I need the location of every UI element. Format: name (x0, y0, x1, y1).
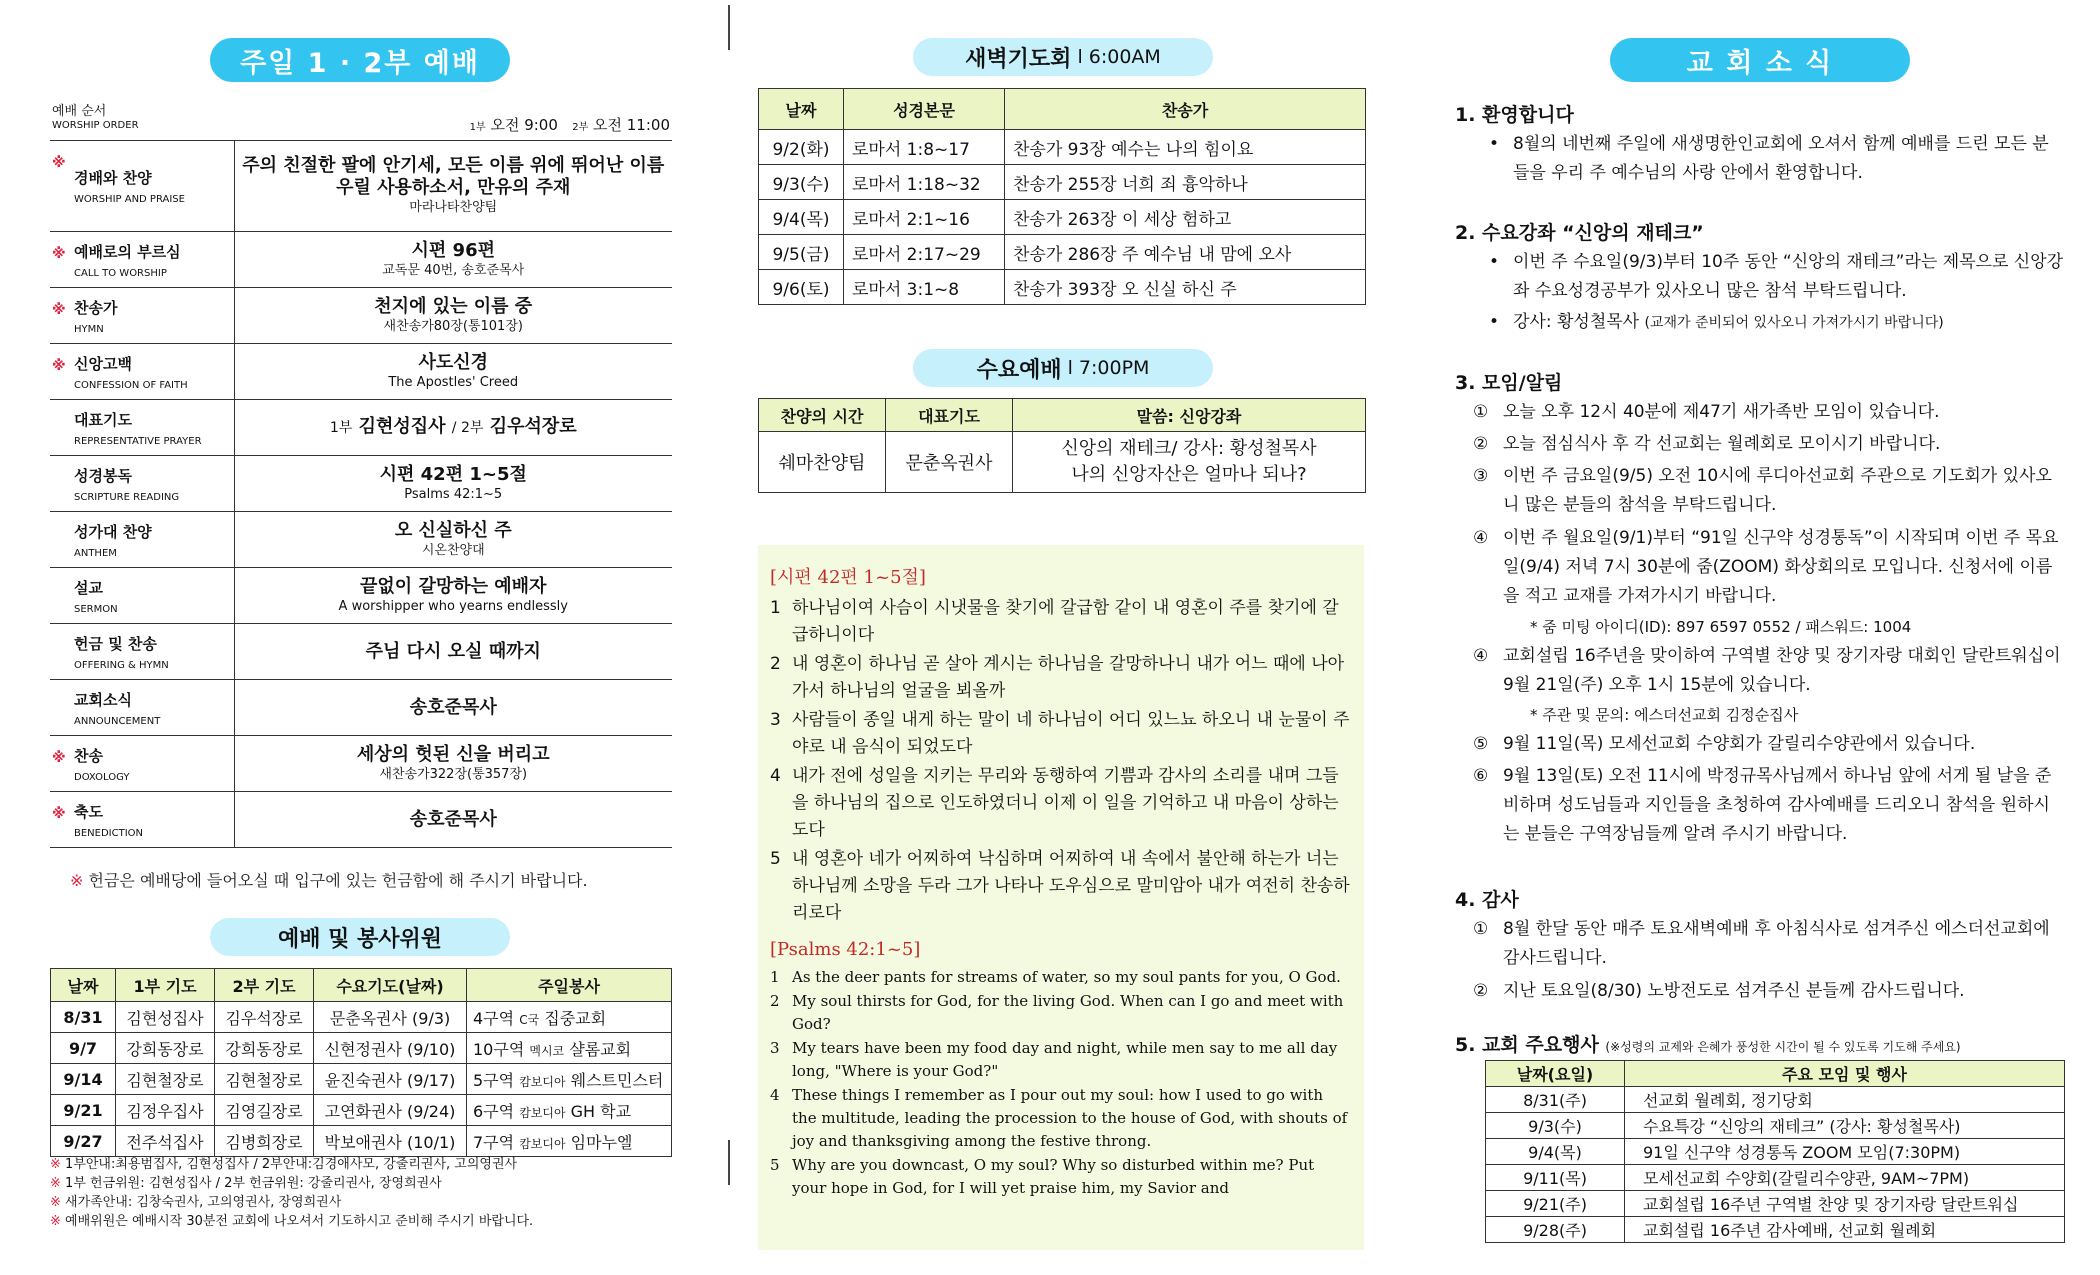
dawn-text: 로마서 2:1~16 (844, 200, 1005, 235)
section-welcome: 1. 환영합니다 (1455, 104, 1574, 126)
col-header: 찬송가 (1005, 89, 1366, 130)
col-header: 날짜 (759, 89, 844, 130)
dawn-hymn: 찬송가 93장 예수는 나의 힘이요 (1005, 130, 1366, 165)
ko-verse (770, 707, 1352, 761)
event-date: 9/3(수) (1486, 1113, 1625, 1139)
dawn-date: 9/5(금) (759, 235, 844, 270)
notice-mark: ④ (1473, 528, 1489, 548)
event-name: 교회설립 16주년 구역별 찬양 및 장기자랑 달란트워십 (1625, 1191, 2065, 1217)
committee-service (467, 1002, 672, 1033)
order-row (50, 512, 672, 568)
dawn-text: 로마서 1:8~17 (844, 130, 1005, 165)
verse-text: My soul thirsts for God, for the living God. When can I go and meet with God? (792, 992, 1344, 1033)
note-line: ※ 1부안내:최용범집사, 김현성집사 / 2부안내:김경애사모, 강줄리권사, 고의영권사 (50, 1157, 518, 1172)
order-row (50, 624, 672, 680)
dawn-prayer-table (758, 88, 1366, 305)
committee-cell: 김현성집사 (116, 1002, 215, 1033)
en-verse (770, 1154, 1352, 1200)
verse-number: 3 (770, 1039, 780, 1057)
order-sub: Psalms 42:1~5 (404, 486, 503, 502)
order-row (50, 232, 672, 288)
verse-number: 5 (770, 849, 781, 869)
dawn-row (759, 200, 1366, 235)
notice-mark: ① (1473, 402, 1489, 422)
committee-cell: 박보애권사 (10/1) (314, 1126, 467, 1157)
col-header: 수요기도(날짜) (314, 969, 467, 1002)
notice-text: 9월 11일(목) 모세선교회 수양회가 갈릴리수양관에서 있습니다. (1503, 734, 1976, 754)
order-label-en: REPRESENTATIVE PRAYER (74, 435, 202, 447)
left-column (50, 0, 680, 1275)
star-mark: ※ (52, 806, 66, 822)
order-label: 찬송가 (74, 298, 118, 317)
order-row (50, 736, 672, 792)
order-row (50, 288, 672, 344)
wed-row (759, 432, 1366, 493)
dawn-text: 로마서 1:18~32 (844, 165, 1005, 200)
events-table (1485, 1060, 2065, 1243)
order-label-en: BENEDICTION (74, 827, 144, 839)
committee-service (467, 1033, 672, 1064)
thanks-text: 8월 한달 동안 매주 토요새벽예배 후 아침식사로 섬겨주신 에스더선교회에 감사드립니다. (1503, 919, 2050, 968)
verse-number: 1 (770, 598, 781, 618)
events-note: (※성령의 교제와 은혜가 풍성한 시간이 될 수 있도록 기도해 주세요) (1605, 1040, 1961, 1054)
event-name: 교회설립 16주년 감사예배, 선교회 월례회 (1625, 1217, 2065, 1243)
dawn-hymn: 찬송가 263장 이 세상 험하고 (1005, 200, 1366, 235)
worship-order-ko: 예배 순서 (52, 104, 107, 119)
col-header: 대표기도 (886, 399, 1013, 432)
service-title: 주일 1 · 2부 예배 (210, 38, 510, 82)
star-mark: ※ (52, 358, 66, 374)
committee-cell: 전주석집사 (116, 1126, 215, 1157)
committee-cell: 9/21 (51, 1095, 116, 1126)
committee-service (467, 1095, 672, 1126)
committee-cell: 김현철장로 (116, 1064, 215, 1095)
order-row (50, 680, 672, 736)
order-row (50, 792, 672, 848)
order-value: 끝없이 갈망하는 예배자 (360, 575, 547, 597)
order-row (50, 141, 672, 232)
dawn-text: 로마서 3:1~8 (844, 270, 1005, 305)
notice-item (1473, 730, 2063, 759)
note-text: 1부안내:최용범집사, 김현성집사 / 2부안내:김경애사모, 강줄리권사, 고의영권사 (65, 1157, 518, 1172)
events-header-row (1486, 1061, 2065, 1087)
verse-number: 1 (770, 968, 780, 986)
worship-order-table (50, 140, 672, 848)
verse-number: 2 (770, 992, 780, 1010)
committee-cell: 윤진숙권사 (9/17) (314, 1064, 467, 1095)
committee-title: 예배 및 봉사위원 (210, 918, 510, 956)
lecture-speaker: • 강사: 황성철목사 (교재가 준비되어 있사오니 가져가시기 바랍니다) (1489, 312, 1944, 332)
order-row (50, 568, 672, 624)
thanks-item (1473, 977, 2063, 1006)
contact-note: * 주관 및 문의: 에스더선교회 김정순집사 (1530, 706, 1799, 724)
column-divider-top (728, 5, 730, 50)
order-label-en: OFFERING & HYMN (74, 659, 169, 671)
en-verse (770, 1084, 1352, 1153)
service-group: 10구역 (473, 1039, 525, 1059)
committee-cell: 강희동장로 (215, 1033, 314, 1064)
service-country: C국 (519, 1012, 540, 1027)
event-row (1486, 1087, 2065, 1113)
notice-item (1473, 642, 2063, 700)
committee-cell: 강희동장로 (116, 1033, 215, 1064)
dawn-hymn: 찬송가 255장 너희 죄 흉악하나 (1005, 165, 1366, 200)
events-title: 5. 교회 주요행사 (1455, 1034, 1599, 1056)
en-verse (770, 1037, 1352, 1083)
dawn-date: 9/2(화) (759, 130, 844, 165)
speaker-note: (교재가 준비되어 있사오니 가져가시기 바랍니다) (1644, 315, 1944, 331)
scripture-ko-title: [시편 42편 1~5절] (770, 567, 926, 588)
note-mark: ※ (70, 871, 84, 890)
prayer-name2: 김우석장로 (489, 416, 577, 437)
notice-item (1473, 462, 2063, 520)
order-sub: 마라나타찬양팀 (409, 200, 498, 215)
order-label-en: DOXOLOGY (74, 771, 130, 783)
wed-title: 수요예배 (976, 357, 1062, 383)
committee-row (51, 1126, 672, 1157)
notice-mark: ④ (1473, 646, 1489, 666)
dawn-header-row (759, 89, 1366, 130)
star-mark: ※ (52, 750, 66, 766)
event-name: 수요특강 “신앙의 재테크” (강사: 황성철목사) (1625, 1113, 2065, 1139)
committee-row (51, 1033, 672, 1064)
order-label-en: HYMN (74, 323, 104, 335)
col-header: 말씀: 신앙강좌 (1013, 399, 1366, 432)
event-row (1486, 1139, 2065, 1165)
wed-time: l 7:00PM (1067, 357, 1150, 379)
verse-text: 내가 전에 성일을 지키는 무리와 동행하여 기쁨과 감사의 소리를 내며 그들을 하나님의 집으로 인도하였더니 이제 이 일을 기억하고 내 마음이 상하는도다 (792, 766, 1339, 840)
order-value: 세상의 헛된 신을 버리고 (356, 743, 550, 765)
verse-text: 하나님이여 사슴이 시냇물을 찾기에 갈급함 같이 내 영혼이 주를 찾기에 갈급하니이다 (792, 598, 1339, 645)
service-church: GH 학교 (570, 1101, 632, 1121)
service-church: 집중교회 (544, 1008, 607, 1028)
event-date: 9/4(목) (1486, 1139, 1625, 1165)
verse-number: 4 (770, 1086, 780, 1104)
notice-text: 오늘 오후 12시 40분에 제47기 새가족반 모임이 있습니다. (1503, 402, 1940, 422)
notice-mark: ② (1473, 434, 1489, 454)
service-group: 7구역 (473, 1132, 515, 1152)
wed-sermon (1013, 432, 1366, 493)
notice-text: 이번 주 월요일(9/1)부터 “91일 신구약 성경통독”이 시작되며 이번 주 목요일(9/4) 저녁 7시 30분에 줌(ZOOM) 화상회의로 모입니다. 신청서에 이름을 적고 교재를 가져가시기 바랍니다. (1503, 528, 2059, 606)
wed-prayer: 문춘옥권사 (886, 432, 1013, 493)
lecture-item: • 이번 주 수요일(9/3)부터 10주 동안 “신앙의 재테크”라는 제목으로 신앙강좌 수요성경공부가 있사오니 많은 참석 부탁드립니다. (1489, 248, 2064, 306)
prayer-part2: / 2부 (451, 420, 484, 436)
dawn-row (759, 165, 1366, 200)
event-row (1486, 1191, 2065, 1217)
worship-order-header (50, 100, 670, 138)
dawn-row (759, 235, 1366, 270)
service-church: 웨스트민스터 (570, 1070, 664, 1090)
wed-sermon-line1: 신앙의 재테크/ 강사: 황성철목사 (1061, 438, 1317, 459)
time2: 오전 11:00 (593, 116, 670, 134)
order-value: 송호준목사 (409, 808, 497, 830)
committee-cell: 김병희장로 (215, 1126, 314, 1157)
star-mark: ※ (52, 302, 66, 318)
note-line: ※ 새가족안내: 김창숙권사, 고의영권사, 장영희권사 (50, 1195, 342, 1210)
zoom-note: * 줌 미팅 아이디(ID): 897 6597 0552 / 패스워드: 1004 (1530, 618, 1912, 636)
verse-text: My tears have been my food day and night, while men say to me all day long, "Where is your God?" (792, 1039, 1338, 1080)
star-mark: ※ (52, 246, 66, 262)
service-church: 임마누엘 (570, 1132, 633, 1152)
event-name: 선교회 월례회, 정기당회 (1625, 1087, 2065, 1113)
speaker-text: 강사: 황성철목사 (1513, 312, 1640, 332)
verse-number: 4 (770, 766, 781, 786)
event-date: 9/11(목) (1486, 1165, 1625, 1191)
event-name: 91일 신구약 성경통독 ZOOM 모임(7:30PM) (1625, 1139, 2065, 1165)
service-country: 캄보디아 (519, 1074, 566, 1089)
committee-row (51, 1002, 672, 1033)
event-date: 9/28(주) (1486, 1217, 1625, 1243)
notice-item (1473, 398, 2063, 427)
service-country: 캄보디아 (519, 1105, 566, 1120)
note-line: ※ 예배위원은 예배시작 30분전 교회에 나오셔서 기도하시고 준비해 주시기 바랍니다. (50, 1214, 534, 1229)
order-label-en: CALL TO WORSHIP (74, 267, 167, 279)
event-date: 9/21(주) (1486, 1191, 1625, 1217)
verse-number: 5 (770, 1156, 780, 1174)
committee-header-row (51, 969, 672, 1002)
service-group: 6구역 (473, 1101, 515, 1121)
order-label: 예배로의 부르심 (74, 242, 181, 261)
time2-label: 2부 (572, 122, 589, 133)
middle-column (758, 0, 1368, 1275)
order-value: 주님 다시 오실 때까지 (365, 640, 541, 662)
verse-text: These things I remember as I pour out my soul: how I used to go with the multitude, leading the procession to the house of God, with shouts of joy and thanksgiving among the festive throng. (792, 1086, 1348, 1150)
order-sub: 교독문 40번, 송호준목사 (382, 262, 525, 278)
committee-cell: 9/14 (51, 1064, 116, 1095)
col-header: 1부 기도 (116, 969, 215, 1002)
prayer-name1: 김현성집사 (358, 416, 446, 437)
committee-row (51, 1064, 672, 1095)
order-label: 설교 (74, 578, 103, 597)
verse-text: 내 영혼이 하나님 곧 살아 계시는 하나님을 갈망하나니 내가 어느 때에 나아가서 하나님의 얼굴을 뵈올까 (792, 654, 1345, 701)
verse-text: 사람들이 종일 내게 하는 말이 네 하나님이 어디 있느뇨 하오니 내 눈물이 주야로 내 음식이 되었도다 (792, 710, 1350, 757)
verse-text: 내 영혼아 네가 어찌하여 낙심하며 어찌하여 내 속에서 불안해 하는가 너는 하나님께 소망을 두라 그가 나타나 도우심으로 말미암아 내가 여전히 찬송하리로다 (792, 849, 1350, 923)
order-label: 축도 (74, 802, 103, 821)
worship-order-en: WORSHIP ORDER (52, 120, 139, 131)
event-row (1486, 1113, 2065, 1139)
col-header: 찬양의 시간 (759, 399, 886, 432)
order-sub: 새찬송가80장(통101장) (383, 318, 523, 334)
wed-praise: 쉐마찬양팀 (759, 432, 886, 493)
notice-item (1473, 524, 2063, 611)
order-label: 성가대 찬양 (74, 522, 152, 541)
wednesday-table (758, 398, 1366, 493)
order-row (50, 400, 672, 456)
order-label-en: ANNOUNCEMENT (74, 715, 161, 727)
right-column (1455, 0, 2065, 1275)
order-label-en: SCRIPTURE READING (74, 491, 180, 503)
order-value: 천지에 있는 이름 중 (374, 295, 533, 317)
scripture-en-title: [Psalms 42:1~5] (770, 939, 921, 960)
committee-cell: 9/7 (51, 1033, 116, 1064)
committee-table (50, 968, 672, 1157)
service-times (470, 114, 670, 135)
dawn-title: 새벽기도회 (965, 46, 1072, 72)
order-label: 성경봉독 (74, 466, 132, 485)
time1-label: 1부 (469, 122, 486, 133)
dawn-prayer-title (913, 38, 1213, 76)
dawn-hymn: 찬송가 286장 주 예수님 내 맘에 오사 (1005, 235, 1366, 270)
ko-verse (770, 763, 1352, 844)
order-label: 교회소식 (74, 690, 132, 709)
wed-sermon-line2: 나의 신앙자산은 얼마나 되나? (1071, 464, 1307, 485)
order-row (50, 344, 672, 400)
committee-cell: 김영길장로 (215, 1095, 314, 1126)
event-row (1486, 1165, 2065, 1191)
order-label-en: WORSHIP AND PRAISE (74, 194, 185, 205)
committee-cell: 김현철장로 (215, 1064, 314, 1095)
star-mark: ※ (52, 155, 66, 171)
order-value: 시편 96편 (411, 239, 495, 261)
committee-cell: 김우석장로 (215, 1002, 314, 1033)
committee-cell: 고연화권사 (9/24) (314, 1095, 467, 1126)
scripture-box (758, 545, 1364, 1250)
prayer-part1: 1부 (329, 420, 353, 436)
event-name: 모세선교회 수양회(갈릴리수양관, 9AM~7PM) (1625, 1165, 2065, 1191)
notice-text: 오늘 점심식사 후 각 선교회는 월례회로 모이시기 바랍니다. (1503, 434, 1941, 454)
verse-text: Why are you downcast, O my soul? Why so disturbed within me? Put your hope in God, for I will yet praise him, my Savior and (792, 1156, 1315, 1197)
committee-service (467, 1064, 672, 1095)
notice-mark: ⑤ (1473, 734, 1489, 754)
wednesday-title (913, 349, 1213, 387)
notice-mark: ③ (1473, 466, 1489, 486)
order-label: 신앙고백 (74, 354, 132, 373)
dawn-time: l 6:00AM (1077, 46, 1161, 68)
committee-row (51, 1095, 672, 1126)
verse-number: 2 (770, 654, 781, 674)
note-line: ※ 1부 헌금위원: 김현성집사 / 2부 헌금위원: 강줄리권사, 장영희권사 (50, 1176, 442, 1191)
col-header: 주요 모임 및 행사 (1625, 1061, 2065, 1087)
order-value: 시편 42편 1~5절 (379, 463, 527, 485)
order-row (50, 456, 672, 512)
thanks-mark: ① (1473, 919, 1489, 939)
thanks-item (1473, 915, 2063, 973)
committee-cell: 8/31 (51, 1002, 116, 1033)
dawn-date: 9/3(수) (759, 165, 844, 200)
ko-verse (770, 651, 1352, 705)
order-value: 사도신경 (418, 351, 489, 373)
service-group: 4구역 (473, 1008, 515, 1028)
thanks-text: 지난 토요일(8/30) 노방전도로 섬겨주신 분들께 감사드립니다. (1503, 981, 1965, 1001)
col-header: 성경본문 (844, 89, 1005, 130)
order-label: 대표기도 (74, 410, 132, 429)
dawn-row (759, 270, 1366, 305)
section-thanks: 4. 감사 (1455, 889, 1519, 911)
dawn-hymn: 찬송가 393장 오 신실 하신 주 (1005, 270, 1366, 305)
order-sub: 시온찬양대 (421, 542, 485, 558)
ko-verse (770, 846, 1352, 927)
col-header: 날짜 (51, 969, 116, 1002)
committee-cell: 문춘옥권사 (9/3) (314, 1002, 467, 1033)
col-header: 주일봉사 (467, 969, 672, 1002)
committee-cell: 9/27 (51, 1126, 116, 1157)
column-divider-bottom (728, 1140, 730, 1185)
notice-item (1473, 430, 2063, 459)
note-text: 새가족안내: 김창숙권사, 고의영권사, 장영희권사 (65, 1195, 342, 1210)
order-value: 오 신실하신 주 (394, 519, 512, 541)
note-text: 예배위원은 예배시작 30분전 교회에 나오셔서 기도하시고 준비해 주시기 바랍니다. (65, 1214, 534, 1229)
section-lecture: 2. 수요강좌 “신앙의 재테크” (1455, 222, 1704, 244)
order-sub: 새찬송가322장(통357장) (379, 766, 528, 782)
order-label: 헌금 및 찬송 (74, 634, 157, 653)
order-label-en: SERMON (74, 603, 118, 615)
dawn-row (759, 130, 1366, 165)
welcome-text: 8월의 네번째 주일에 새생명한인교회에 오셔서 함께 예배를 드린 모든 분들을 우리 주 예수님의 사랑 안에서 환영합니다. (1513, 134, 2049, 183)
notice-text: 9월 13일(토) 오전 11시에 박정규목사님께서 하나님 앞에 서게 될 날을 준비하며 성도님들과 지인들을 초청하여 감사예배를 드리오니 참석을 원하시는 분들은 구역장님들께 알려 주시기 바랍니다. (1503, 766, 2052, 844)
service-country: 캄보디아 (519, 1136, 566, 1151)
committee-cell: 신현정권사 (9/10) (314, 1033, 467, 1064)
col-header: 2부 기도 (215, 969, 314, 1002)
service-group: 5구역 (473, 1070, 515, 1090)
section-notices: 3. 모임/알림 (1455, 372, 1563, 394)
order-sub: A worshipper who yearns endlessly (338, 598, 568, 614)
lecture-text: 이번 주 수요일(9/3)부터 10주 동안 “신앙의 재테크”라는 제목으로 신앙강좌 수요성경공부가 있사오니 많은 참석 부탁드립니다. (1513, 252, 2064, 301)
dawn-date: 9/4(목) (759, 200, 844, 235)
event-date: 8/31(주) (1486, 1087, 1625, 1113)
order-label-en: CONFESSION OF FAITH (74, 379, 188, 391)
verse-number: 3 (770, 710, 781, 730)
volunteer-notes (50, 1155, 533, 1231)
col-header: 날짜(요일) (1486, 1061, 1625, 1087)
notice-mark: ⑥ (1473, 766, 1489, 786)
en-verse (770, 966, 1352, 989)
section-events (1455, 1030, 1961, 1057)
verse-text: As the deer pants for streams of water, so my soul pants for you, O God. (792, 968, 1341, 986)
ko-verse (770, 595, 1352, 649)
order-value: 송호준목사 (409, 696, 497, 718)
service-country: 멕시코 (529, 1043, 565, 1058)
en-verse (770, 990, 1352, 1036)
order-value: 우릴 사용하소서, 만유의 주재 (336, 177, 571, 198)
thanks-mark: ② (1473, 981, 1489, 1001)
order-label-en: ANTHEM (74, 547, 117, 559)
notice-text: 이번 주 금요일(9/5) 오전 10시에 루디아선교회 주관으로 기도회가 있사오니 많은 분들의 참석을 부탁드립니다. (1503, 466, 2052, 515)
news-title: 교 회 소 식 (1610, 38, 1910, 82)
order-label: 찬송 (74, 746, 103, 765)
dawn-date: 9/6(토) (759, 270, 844, 305)
wed-header-row (759, 399, 1366, 432)
offering-note-text: 헌금은 예배당에 들어오실 때 입구에 있는 헌금함에 해 주시기 바랍니다. (88, 871, 588, 890)
committee-cell: 김정우집사 (116, 1095, 215, 1126)
event-row (1486, 1217, 2065, 1243)
order-value: 주의 친절한 팔에 안기세, 모든 이름 위에 뛰어난 이름 (242, 155, 665, 176)
offering-note (70, 868, 588, 891)
order-label: 경배와 찬양 (74, 169, 152, 187)
notice-text: 교회설립 16주년을 맞이하여 구역별 찬양 및 장기자랑 대회인 달란트워십이 9월 21일(주) 오후 1시 15분에 있습니다. (1503, 646, 2061, 695)
welcome-item: • 8월의 네번째 주일에 새생명한인교회에 오셔서 함께 예배를 드린 모든 분들을 우리 주 예수님의 사랑 안에서 환영합니다. (1489, 130, 2064, 188)
order-sub: The Apostles' Creed (388, 374, 519, 390)
committee-service (467, 1126, 672, 1157)
notice-item (1473, 762, 2063, 849)
service-church: 샬롬교회 (569, 1039, 632, 1059)
time1: 오전 9:00 (490, 116, 558, 134)
note-text: 1부 헌금위원: 김현성집사 / 2부 헌금위원: 강줄리권사, 장영희권사 (65, 1176, 442, 1191)
dawn-text: 로마서 2:17~29 (844, 235, 1005, 270)
